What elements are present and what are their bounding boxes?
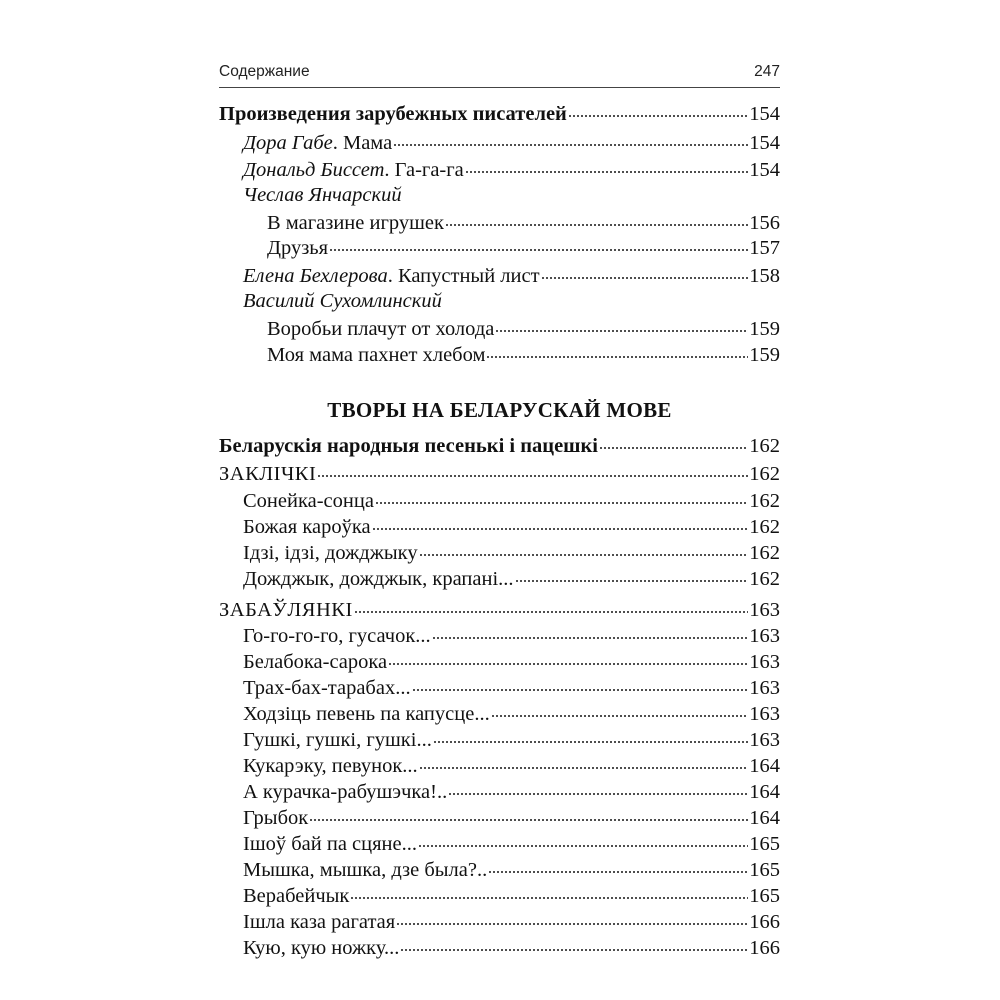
toc-entry [243, 778, 780, 804]
toc-heading-text: Беларускія народныя песенькі і пацешкі [219, 435, 598, 457]
dot-leader [486, 341, 748, 361]
toc-title: Грыбок [243, 807, 309, 829]
dot-leader [541, 262, 749, 282]
toc-title: Капустный лист [397, 265, 540, 287]
toc-page-number: 163 [749, 677, 780, 699]
dot-leader [375, 487, 748, 507]
header-rule [219, 87, 780, 88]
toc-entry [243, 622, 780, 648]
toc-title: Дожджык, дожджык, крапані... [243, 568, 514, 590]
dot-leader [329, 234, 748, 254]
toc-page-number: 156 [749, 212, 780, 234]
toc-entry [267, 234, 780, 260]
toc-page-number: 164 [749, 781, 780, 803]
section-title: ТВОРЫ НА БЕЛАРУСКАЙ МОВЕ [327, 398, 672, 422]
toc-page-number: 159 [749, 318, 780, 340]
dot-leader [418, 830, 748, 850]
toc-title: Кую, кую ножку... [243, 937, 400, 959]
toc-entry [267, 341, 780, 367]
toc-entry [243, 752, 780, 778]
toc-title: Белабока-сарока [243, 651, 388, 673]
toc-entry [243, 830, 780, 856]
toc-page-number: 165 [749, 833, 780, 855]
dot-leader [432, 622, 749, 642]
toc-title: Мама [342, 132, 393, 154]
toc-heading-text: Произведения зарубежных писателей [219, 103, 567, 125]
toc-title: Божая кароўка [243, 516, 371, 538]
toc-title: Моя мама пахнет хлебом [267, 344, 486, 366]
toc-page-number: 157 [749, 237, 780, 259]
toc-page-number: 163 [749, 729, 780, 751]
dot-leader [488, 856, 748, 876]
toc-entry: Дональд Биссет. Га-га-га 154 [243, 156, 780, 182]
dot-leader [495, 315, 748, 335]
toc-entry [243, 565, 780, 591]
toc-group [219, 460, 780, 486]
dot-leader [372, 513, 749, 533]
dot-leader [419, 752, 749, 772]
toc-entry [243, 648, 780, 674]
dot-leader [433, 726, 748, 746]
toc-entry [267, 209, 780, 235]
toc-page-number: 159 [749, 344, 780, 366]
toc-title: Трах-бах-тарабах... [243, 677, 411, 699]
dot-leader [309, 804, 748, 824]
dot-leader [419, 539, 749, 559]
toc-entry [243, 487, 780, 513]
toc-page-number: 163 [749, 651, 780, 673]
toc-entry [243, 700, 780, 726]
toc-author-line [243, 290, 780, 316]
toc-title: Друзья [267, 237, 329, 259]
running-header [219, 61, 780, 85]
toc-page-number: 154 [749, 159, 780, 181]
header-title: Содержание [219, 63, 310, 80]
toc-group [219, 596, 780, 622]
toc-author: Чеслав Янчарский [243, 184, 402, 206]
toc-page-number: 164 [749, 807, 780, 829]
dot-leader [354, 596, 748, 616]
toc-page-number: 166 [749, 937, 780, 959]
toc-page-number: 165 [749, 885, 780, 907]
toc-title: Мышка, мышка, дзе была?.. [243, 859, 488, 881]
toc-entry [243, 513, 780, 539]
toc-title: Ішоў бай па сцяне... [243, 833, 417, 855]
dot-leader [412, 674, 749, 694]
header-page-number: 247 [754, 63, 780, 80]
toc-page-number: 154 [749, 132, 780, 154]
toc-title: В магазине игрушек [267, 212, 444, 234]
dot-leader [396, 908, 748, 928]
toc-page-number: 163 [749, 625, 780, 647]
toc-author: Дора Габе [243, 132, 333, 154]
dot-leader [599, 432, 748, 452]
toc-page-number: 154 [749, 103, 780, 125]
toc-page-number: 162 [749, 435, 780, 457]
toc-page-number: 165 [749, 859, 780, 881]
toc-title: Воробьи плачут от холода [267, 318, 495, 340]
toc-page-number: 164 [749, 755, 780, 777]
toc-entry [267, 315, 780, 341]
toc-entry [243, 539, 780, 565]
toc-entry [243, 882, 780, 908]
toc-heading [219, 432, 780, 458]
dot-leader [568, 100, 748, 120]
toc-author: Елена Бехлерова [243, 265, 388, 287]
dot-leader [515, 565, 749, 585]
toc-title: Верабейчык [243, 885, 350, 907]
dot-leader [388, 648, 748, 668]
toc-entry [243, 908, 780, 934]
toc-page-number: 162 [749, 490, 780, 512]
toc-page-number: 166 [749, 911, 780, 933]
toc-heading [219, 100, 780, 126]
toc-page-number: 162 [749, 542, 780, 564]
dot-leader [350, 882, 748, 902]
toc-entry [243, 804, 780, 830]
toc-page-number: 163 [749, 599, 780, 621]
toc-group-label: ЗАБАЎЛЯНКІ [219, 599, 353, 621]
toc-entry: Дора Габе. Мама 154 [243, 129, 780, 155]
toc-page-number: 162 [749, 516, 780, 538]
toc-author-line [243, 184, 780, 210]
toc-entry: Елена Бехлерова. Капустный лист 158 [243, 262, 780, 288]
toc-title: Ішла каза рагатая [243, 911, 396, 933]
toc-title: А курачка-рабушэчка!.. [243, 781, 448, 803]
toc-author: Василий Сухомлинский [243, 290, 442, 312]
toc-entry [243, 934, 780, 960]
toc-title: Го-го-го-го, гусачок... [243, 625, 431, 647]
toc-title: Ідзі, ідзі, дожджыку [243, 542, 418, 564]
toc-entry [243, 674, 780, 700]
toc-title: Ходзіць певень па капусце... [243, 703, 490, 725]
dot-leader [445, 209, 748, 229]
toc-title: Сонейка-сонца [243, 490, 374, 512]
toc-page-number: 158 [749, 265, 780, 287]
toc-title: Гушкі, гушкі, гушкі... [243, 729, 432, 751]
toc-title: Га-га-га [394, 159, 464, 181]
dot-leader [400, 934, 748, 954]
toc-entry [243, 856, 780, 882]
toc-page-number: 162 [749, 463, 780, 485]
toc-group-label: ЗАКЛІЧКІ [219, 463, 317, 485]
toc-title: Кукарэку, певунок... [243, 755, 418, 777]
dot-leader [317, 460, 748, 480]
dot-leader [465, 156, 749, 176]
dot-leader [393, 129, 748, 149]
dot-leader [448, 778, 748, 798]
toc-entry [243, 726, 780, 752]
toc-page-number: 163 [749, 703, 780, 725]
toc-page-number: 162 [749, 568, 780, 590]
toc-author: Дональд Биссет [243, 159, 385, 181]
dot-leader [491, 700, 749, 720]
